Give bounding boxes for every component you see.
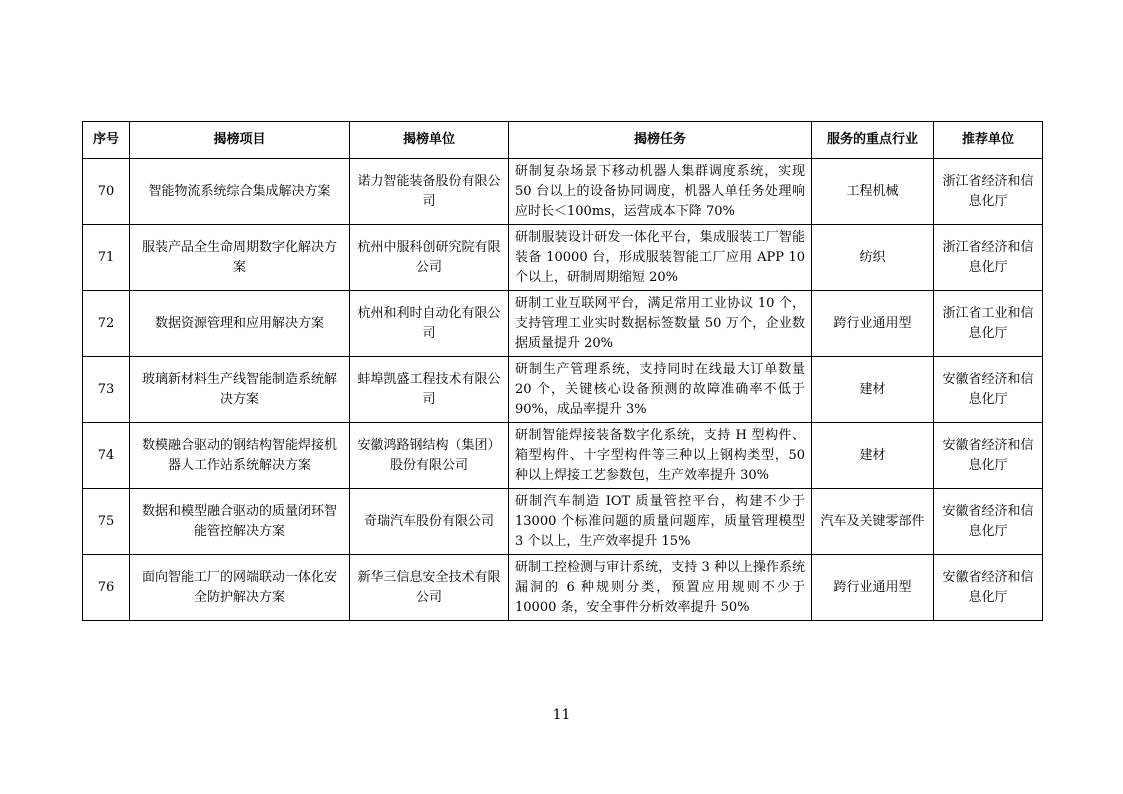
cell-unit: 杭州中服科创研究院有限公司: [350, 225, 509, 291]
cell-task: 研制生产管理系统，支持同时在线最大订单数量 20 个，关键核心设备预测的故障准确率不低于 90%，成品率提升 3%: [509, 357, 812, 423]
cell-task: 研制服装设计研发一体化平台，集成服装工厂智能装备 10000 台，形成服装智能工厂应用 APP 10 个以上，研制周期缩短 20%: [509, 225, 812, 291]
cell-unit: 新华三信息安全技术有限公司: [350, 555, 509, 621]
table-row: [83, 555, 1043, 621]
cell-key-industry: 建材: [812, 357, 934, 423]
cell-project: 数据和模型融合驱动的质量闭环智能管控解决方案: [130, 489, 350, 555]
cell-serial-number: 75: [83, 489, 130, 555]
cell-key-industry: 纺织: [812, 225, 934, 291]
cell-task: 研制智能焊接装备数字化系统，支持 H 型构件、箱型构件、十字型构件等三种以上钢构类型，50 种以上焊接工艺参数包，生产效率提升 30%: [509, 423, 812, 489]
cell-recommending-unit: 浙江省经济和信息化厅: [934, 225, 1043, 291]
cell-serial-number: 72: [83, 291, 130, 357]
cell-recommending-unit: 安徽省经济和信息化厅: [934, 357, 1043, 423]
cell-key-industry: 建材: [812, 423, 934, 489]
cell-task: 研制汽车制造 IOT 质量管控平台，构建不少于 13000 个标准问题的质量问题库，质量管理模型 3 个以上，生产效率提升 15%: [509, 489, 812, 555]
solutions-table: [82, 121, 1043, 621]
cell-recommending-unit: 浙江省经济和信息化厅: [934, 159, 1043, 225]
header-key-industry: 服务的重点行业: [812, 122, 934, 159]
cell-task: 研制复杂场景下移动机器人集群调度系统，实现 50 台以上的设备协同调度，机器人单任务处理响应时长＜100ms，运营成本下降 70%: [509, 159, 812, 225]
header-serial-number: 序号: [83, 122, 130, 159]
cell-unit: 奇瑞汽车股份有限公司: [350, 489, 509, 555]
cell-recommending-unit: 安徽省经济和信息化厅: [934, 489, 1043, 555]
cell-unit: 蚌埠凯盛工程技术有限公司: [350, 357, 509, 423]
header-recommending-unit: 推荐单位: [934, 122, 1043, 159]
cell-project: 数据资源管理和应用解决方案: [130, 291, 350, 357]
cell-project: 数模融合驱动的钢结构智能焊接机器人工作站系统解决方案: [130, 423, 350, 489]
cell-recommending-unit: 安徽省经济和信息化厅: [934, 423, 1043, 489]
table-row: [83, 423, 1043, 489]
cell-task: 研制工控检测与审计系统，支持 3 种以上操作系统漏洞的 6 种规则分类，预置应用规则不少于 10000 条，安全事件分析效率提升 50%: [509, 555, 812, 621]
cell-project: 玻璃新材料生产线智能制造系统解决方案: [130, 357, 350, 423]
table-row: [83, 291, 1043, 357]
cell-recommending-unit: 安徽省经济和信息化厅: [934, 555, 1043, 621]
header-unit: 揭榜单位: [350, 122, 509, 159]
cell-serial-number: 71: [83, 225, 130, 291]
cell-unit: 安徽鸿路钢结构（集团）股份有限公司: [350, 423, 509, 489]
cell-unit: 诺力智能装备股份有限公司: [350, 159, 509, 225]
cell-serial-number: 74: [83, 423, 130, 489]
table-row: [83, 357, 1043, 423]
cell-project: 服装产品全生命周期数字化解决方案: [130, 225, 350, 291]
cell-project: 面向智能工厂的网端联动一体化安全防护解决方案: [130, 555, 350, 621]
cell-serial-number: 70: [83, 159, 130, 225]
table-row: [83, 225, 1043, 291]
cell-serial-number: 76: [83, 555, 130, 621]
cell-key-industry: 跨行业通用型: [812, 555, 934, 621]
cell-unit: 杭州和利时自动化有限公司: [350, 291, 509, 357]
cell-task: 研制工业互联网平台，满足常用工业协议 10 个，支持管理工业实时数据标签数量 50 万个，企业数据质量提升 20%: [509, 291, 812, 357]
header-task: 揭榜任务: [509, 122, 812, 159]
cell-key-industry: 工程机械: [812, 159, 934, 225]
cell-key-industry: 跨行业通用型: [812, 291, 934, 357]
header-project: 揭榜项目: [130, 122, 350, 159]
cell-recommending-unit: 浙江省工业和信息化厅: [934, 291, 1043, 357]
table-row: [83, 159, 1043, 225]
page-number: 11: [552, 707, 571, 723]
cell-serial-number: 73: [83, 357, 130, 423]
table-row: [83, 489, 1043, 555]
cell-project: 智能物流系统综合集成解决方案: [130, 159, 350, 225]
table-header-row: [83, 122, 1043, 159]
cell-key-industry: 汽车及关键零部件: [812, 489, 934, 555]
